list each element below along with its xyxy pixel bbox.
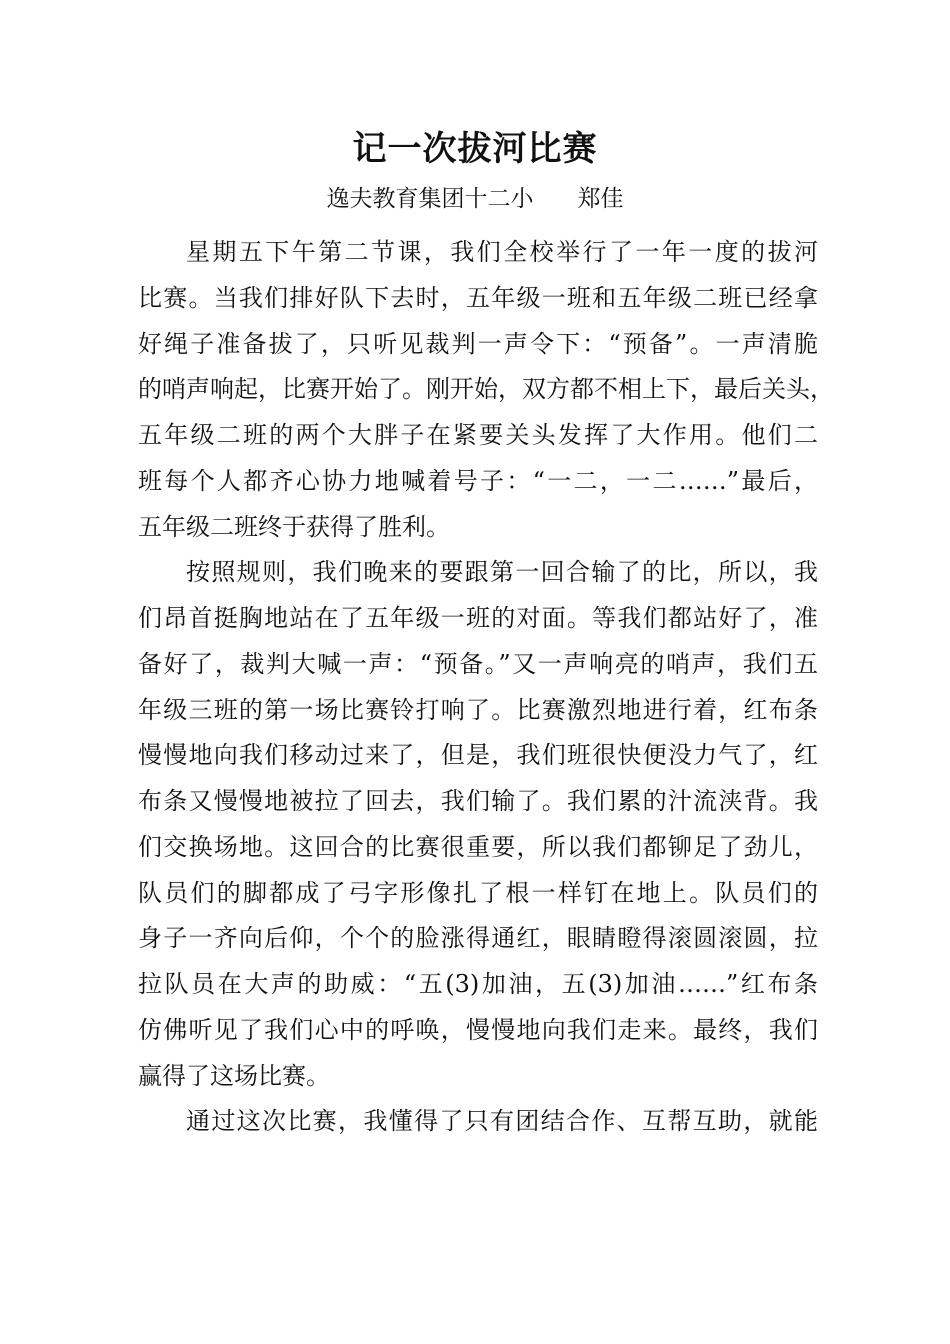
paragraph-line: 五年级二班的两个大胖子在紧要关头发挥了大作用。他们二 <box>138 421 818 449</box>
article-body <box>138 230 834 1145</box>
paragraph-line: 身子一齐向后仰，个个的脸涨得通红，眼睛瞪得滚圆滚圆，拉 <box>138 924 818 953</box>
paragraph-line: 们交换场地。这回合的比赛很重要，所以我们都铆足了劲儿， <box>138 832 818 861</box>
paragraph-line: 慢慢地向我们移动过来了，但是，我们班很快便没力气了，红 <box>138 741 818 770</box>
paragraph-line: 备好了，裁判大喊一声：“预备。”又一声响亮的哨声，我们五 <box>138 649 818 678</box>
paragraph-line: 队员们的脚都成了弓字形像扎了根一样钉在地上。队员们的 <box>138 878 818 907</box>
paragraph-line: 赢得了这场比赛。 <box>138 1061 330 1090</box>
paragraph-line: 比赛。当我们排好队下去时，五年级一班和五年级二班已经拿 <box>138 283 818 312</box>
paragraph-line: 星期五下午第二节课，我们全校举行了一年一度的拔河 <box>186 238 818 266</box>
paragraph-line: 年级三班的第一场比赛铃打响了。比赛激烈地进行着，红布条 <box>138 695 818 724</box>
author-school: 逸夫教育集团十二小 <box>326 186 534 212</box>
article-title: 记一次拔河比赛 <box>352 129 598 169</box>
paragraph-line: 仿佛听见了我们心中的呼唤，慢慢地向我们走来。最终，我们 <box>138 1015 818 1044</box>
paragraph-line: 五年级二班终于获得了胜利。 <box>138 512 450 541</box>
paragraph-line: 按照规则，我们晚来的要跟第一回合输了的比，所以，我 <box>186 558 818 587</box>
byline <box>0 180 950 218</box>
paragraph-line: 布条又慢慢地被拉了回去，我们输了。我们累的汁流浃背。我 <box>138 787 818 815</box>
paragraph-line: 拉队员在大声的助威：“五(3)加油，五(3)加油……”红布条 <box>138 970 818 998</box>
paragraph-line: 通过这次比赛，我懂得了只有团结合作、互帮互助，就能 <box>186 1107 818 1136</box>
paragraph-line: 班每个人都齐心协力地喊着号子：“一二，一二……”最后， <box>138 466 818 495</box>
author-name: 郑佳 <box>577 186 624 212</box>
paragraph-line: 们昂首挺胸地站在了五年级一班的对面。等我们都站好了，准 <box>138 604 818 632</box>
paragraph-line: 好绳子准备拔了，只听见裁判一声令下：“预备”。一声清脆 <box>138 329 818 358</box>
paragraph-line: 的哨声响起，比赛开始了。刚开始，双方都不相上下，最后关头， <box>138 375 834 404</box>
